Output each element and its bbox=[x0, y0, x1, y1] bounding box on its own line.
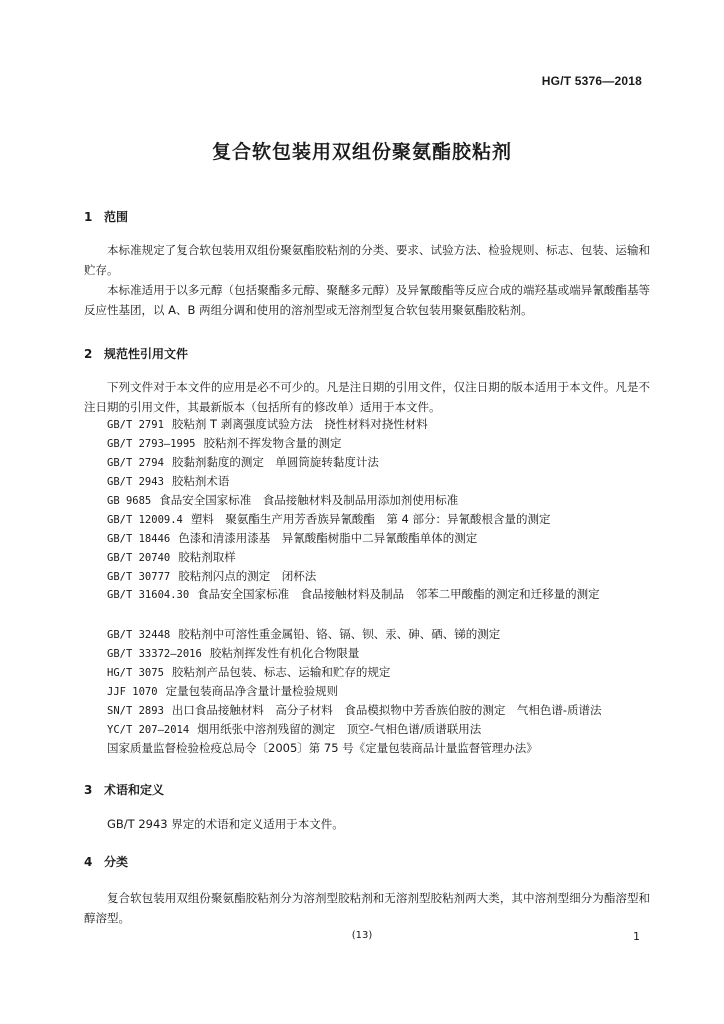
section-3-heading bbox=[84, 781, 164, 798]
reference-code: GB 9685 bbox=[107, 495, 152, 507]
reference-item bbox=[107, 739, 538, 757]
reference-code: GB/T 2791 bbox=[107, 419, 164, 431]
reference-code: GB/T 2794 bbox=[107, 457, 164, 469]
section-number: 4 bbox=[84, 855, 93, 869]
reference-title: 胶粘剂取样 bbox=[178, 550, 236, 564]
section-number: 1 bbox=[84, 210, 93, 224]
section-title: 分类 bbox=[104, 855, 129, 869]
reference-title: 胶黏剂黏度的测定 单圆筒旋转黏度计法 bbox=[171, 455, 379, 469]
section-1-heading bbox=[84, 208, 128, 225]
section-2-intro: 下列文件对于本文件的应用是必不可少的。凡是注日期的引用文件，仅注日期的版本适用于本文件。凡是不注日期的引用文件，其最新版本（包括所有的修改单）适用于本文件。 bbox=[84, 380, 650, 414]
reference-title: 食品安全国家标准 食品接触材料及制品 邻苯二甲酸酯的测定和迁移量的测定 bbox=[197, 587, 600, 601]
section-2-heading bbox=[84, 345, 188, 362]
section-title: 范围 bbox=[104, 210, 129, 224]
section-title: 术语和定义 bbox=[104, 783, 165, 797]
reference-title: 胶粘剂挥发性有机化合物限量 bbox=[209, 646, 360, 660]
reference-item bbox=[107, 682, 338, 701]
section-1-paragraph-2: 本标准适用于以多元醇（包括聚酯多元醇、聚醚多元醇）及异氰酸酯等反应合成的端羟基或端异氰酸酯基等反应性基团，以 A、B 两组分调和使用的溶剂型或无溶剂型复合软包装用聚氨酯胶粘剂。 bbox=[84, 283, 650, 317]
reference-item bbox=[107, 625, 500, 644]
reference-item bbox=[107, 434, 342, 453]
reference-title: 定量包装商品净含量计量检验规则 bbox=[165, 684, 339, 698]
reference-code: GB/T 18446 bbox=[107, 533, 171, 545]
reference-item bbox=[107, 720, 481, 739]
reference-item bbox=[107, 529, 477, 548]
reference-code: GB/T 33372—2016 bbox=[107, 648, 202, 660]
reference-code: GB/T 20740 bbox=[107, 552, 171, 564]
reference-title: 胶粘剂中可溶性重金属铅、铬、镉、钡、汞、砷、硒、锑的测定 bbox=[178, 627, 501, 641]
reference-item bbox=[107, 453, 379, 472]
section-number: 2 bbox=[84, 347, 93, 361]
standard-code: HG/T 5376—2018 bbox=[541, 74, 642, 88]
reference-title: 胶粘剂术语 bbox=[171, 474, 230, 488]
reference-item bbox=[107, 415, 428, 434]
reference-item bbox=[107, 472, 229, 491]
reference-item bbox=[107, 644, 359, 663]
reference-code: GB/T 31604.30 bbox=[107, 589, 190, 601]
reference-code: GB/T 2793—1995 bbox=[107, 438, 196, 450]
footer-sequence-number: (13) bbox=[351, 930, 373, 941]
reference-title: 塑料 聚氨酯生产用芳香族异氰酸酯 第 4 部分：异氰酸根含量的测定 bbox=[190, 512, 551, 526]
reference-code: GB/T 12009.4 bbox=[107, 514, 183, 526]
reference-code: YC/T 207—2014 bbox=[107, 724, 190, 736]
reference-title: 烟用纸张中溶剂残留的测定 顶空-气相色谱/质谱联用法 bbox=[197, 722, 482, 736]
reference-code: GB/T 2943 bbox=[107, 476, 164, 488]
reference-title: 食品安全国家标准 食品接触材料及制品用添加剂使用标准 bbox=[159, 493, 459, 507]
section-4-paragraph: 复合软包装用双组份聚氨酯胶粘剂分为溶剂型胶粘剂和无溶剂型胶粘剂两大类，其中溶剂型细分为酯溶型和醇溶型。 bbox=[84, 891, 650, 925]
reference-title: 出口食品接触材料 高分子材料 食品模拟物中芳香族伯胺的测定 气相色谱-质谱法 bbox=[171, 703, 602, 717]
reference-item bbox=[107, 701, 602, 720]
reference-code: JJF 1070 bbox=[107, 686, 158, 698]
reference-code: SN/T 2893 bbox=[107, 705, 164, 717]
section-number: 3 bbox=[84, 783, 93, 797]
section-3-paragraph: GB/T 2943 界定的术语和定义适用于本文件。 bbox=[107, 817, 344, 831]
reference-item bbox=[84, 585, 650, 605]
reference-title: 胶粘剂产品包装、标志、运输和贮存的规定 bbox=[171, 665, 391, 679]
section-title: 规范性引用文件 bbox=[104, 347, 189, 361]
reference-code: HG/T 3075 bbox=[107, 667, 164, 679]
reference-title: 胶粘剂闪点的测定 闭杯法 bbox=[178, 569, 317, 583]
reference-item bbox=[107, 510, 550, 529]
reference-item bbox=[107, 567, 316, 586]
document-title: 复合软包装用双组份聚氨酯胶粘剂 bbox=[211, 141, 512, 163]
page-number: 1 bbox=[633, 930, 640, 943]
reference-item bbox=[107, 548, 236, 567]
reference-code: GB/T 32448 bbox=[107, 629, 171, 641]
reference-title: 胶粘剂 T 剥离强度试验方法 挠性材料对挠性材料 bbox=[171, 417, 428, 431]
section-1-paragraph-1: 本标准规定了复合软包装用双组份聚氨酯胶粘剂的分类、要求、试验方法、检验规则、标志、包装、运输和贮存。 bbox=[84, 243, 650, 277]
reference-item bbox=[107, 663, 390, 682]
reference-title: 国家质量监督检验检疫总局令〔2005〕第 75 号《定量包装商品计量监督管理办法》 bbox=[107, 741, 538, 755]
reference-title: 色漆和清漆用漆基 异氰酸酯树脂中二异氰酸酯单体的测定 bbox=[178, 531, 478, 545]
reference-title: 胶粘剂不挥发物含量的测定 bbox=[203, 436, 342, 450]
reference-item bbox=[107, 491, 458, 510]
section-4-heading bbox=[84, 853, 128, 870]
reference-code: GB/T 30777 bbox=[107, 571, 171, 583]
